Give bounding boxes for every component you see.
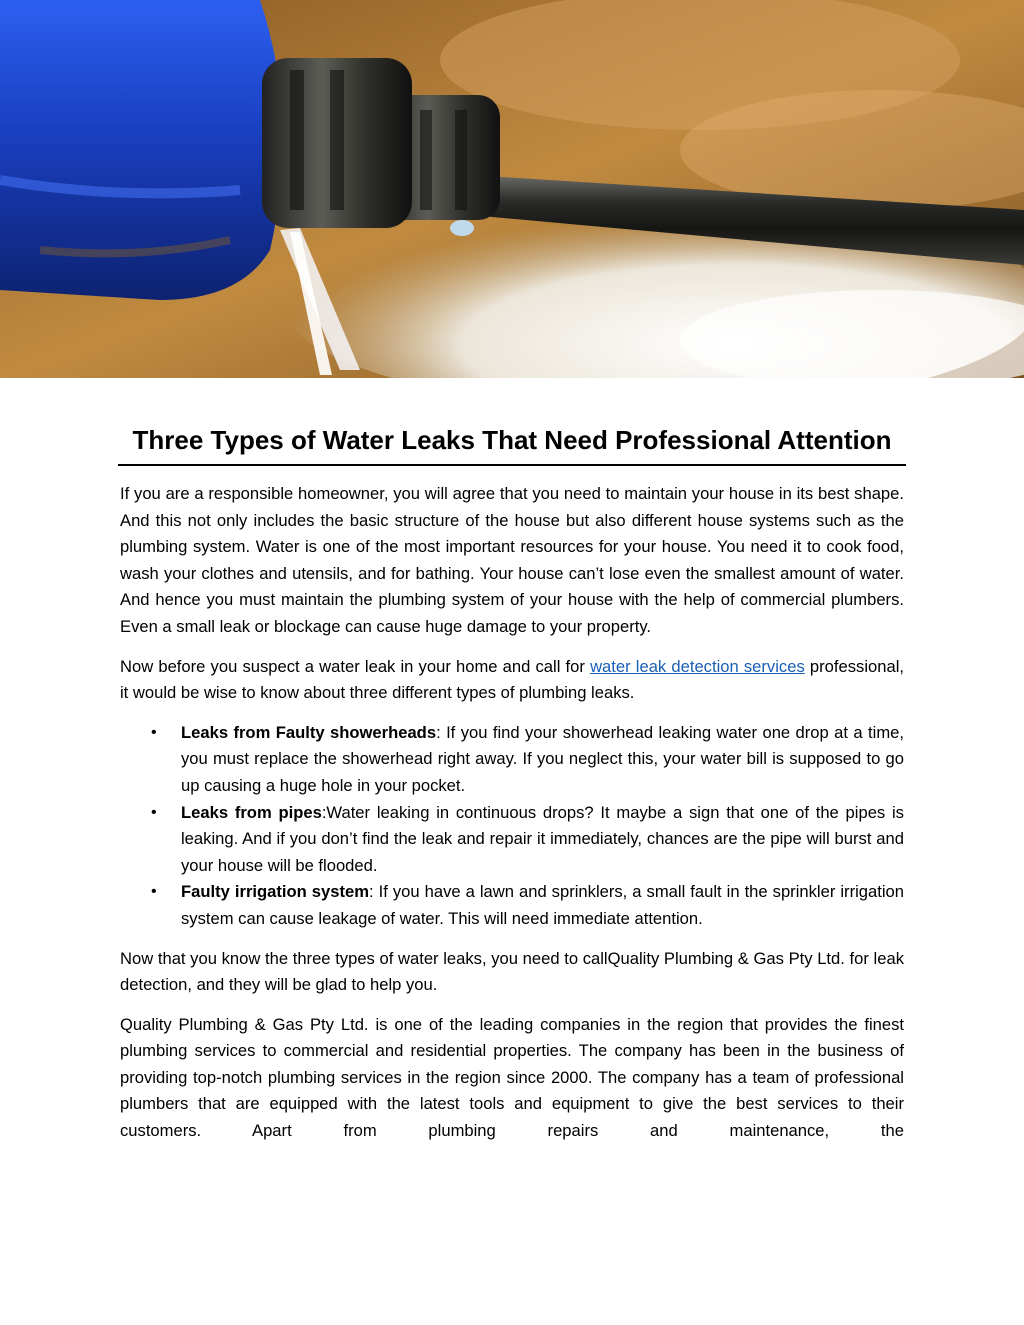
list-item-text: : If you have a lawn and sprinklers, a small fault in the sprinkler irrigation system can cause leakage of water. This will need immediate attention. xyxy=(181,882,904,928)
list-item-text: :Water leaking in continuous drops? It maybe a sign that one of the pipes is leaking. And if you don’t find the leak and repair it immediately, chances are the pipe will burst and your house will be flooded. xyxy=(181,802,904,875)
list-item-heading: Faulty irrigation system xyxy=(181,882,369,902)
article-body xyxy=(120,418,904,1145)
company-paragraph: Quality Plumbing & Gas Pty Ltd. is one of the leading companies in the region that provides the finest plumbing services to commercial and residential properties. The company has been in the business of providing top-notch plumbing services in the region since 2000. The company has a team of professional plumbers that are equipped with the latest tools and equipment to give the best services to their customers. Apart from plumbing repairs and maintenance, the xyxy=(120,1014,904,1141)
list-item xyxy=(120,720,904,800)
hero-image xyxy=(0,0,1024,378)
lead-paragraph xyxy=(120,654,904,707)
call-paragraph: Now that you know the three types of water leaks, you need to callQuality Plumbing & Gas Pty Ltd. for leak detection, and they will be glad to help you. xyxy=(120,948,904,995)
bullet-icon: • xyxy=(151,723,157,741)
list-item-heading: Leaks from pipes xyxy=(181,802,322,822)
lead-text-after-link: professional, it would be wise to know about three different types of plumbing leaks. xyxy=(120,656,904,703)
list-item xyxy=(120,800,904,880)
bullet-icon: • xyxy=(151,803,157,821)
list-item-heading: Leaks from Faulty showerheads xyxy=(181,722,437,742)
lead-text-before-link: Now before you suspect a water leak in your home and call for xyxy=(120,656,591,676)
intro-paragraph: If you are a responsible homeowner, you will agree that you need to maintain your house in its best shape. And this not only includes the basic structure of the house but also different house systems such as the plumbing system. Water is one of the most important resources for your house. You need it to cook food, wash your clothes and utensils, and for bathing. Your house can’t lose even the smallest amount of water. And hence you must maintain the plumbing system of your house with the help of commercial plumbers. Even a small leak or blockage can cause huge damage to your property. xyxy=(120,484,904,636)
hose-leak-illustration xyxy=(0,0,1024,378)
leak-types-list xyxy=(120,720,904,933)
list-item xyxy=(120,879,904,932)
bullet-icon: • xyxy=(151,883,157,901)
water-leak-detection-link[interactable]: water leak detection services xyxy=(590,656,805,676)
list-item-text: : If you find your showerhead leaking water one drop at a time, you must replace the showerhead right away. If you neglect this, your water bill is supposed to go up causing a huge hole in your pocket. xyxy=(181,722,904,795)
article-title: Three Types of Water Leaks That Need Professional Attention xyxy=(118,418,906,466)
